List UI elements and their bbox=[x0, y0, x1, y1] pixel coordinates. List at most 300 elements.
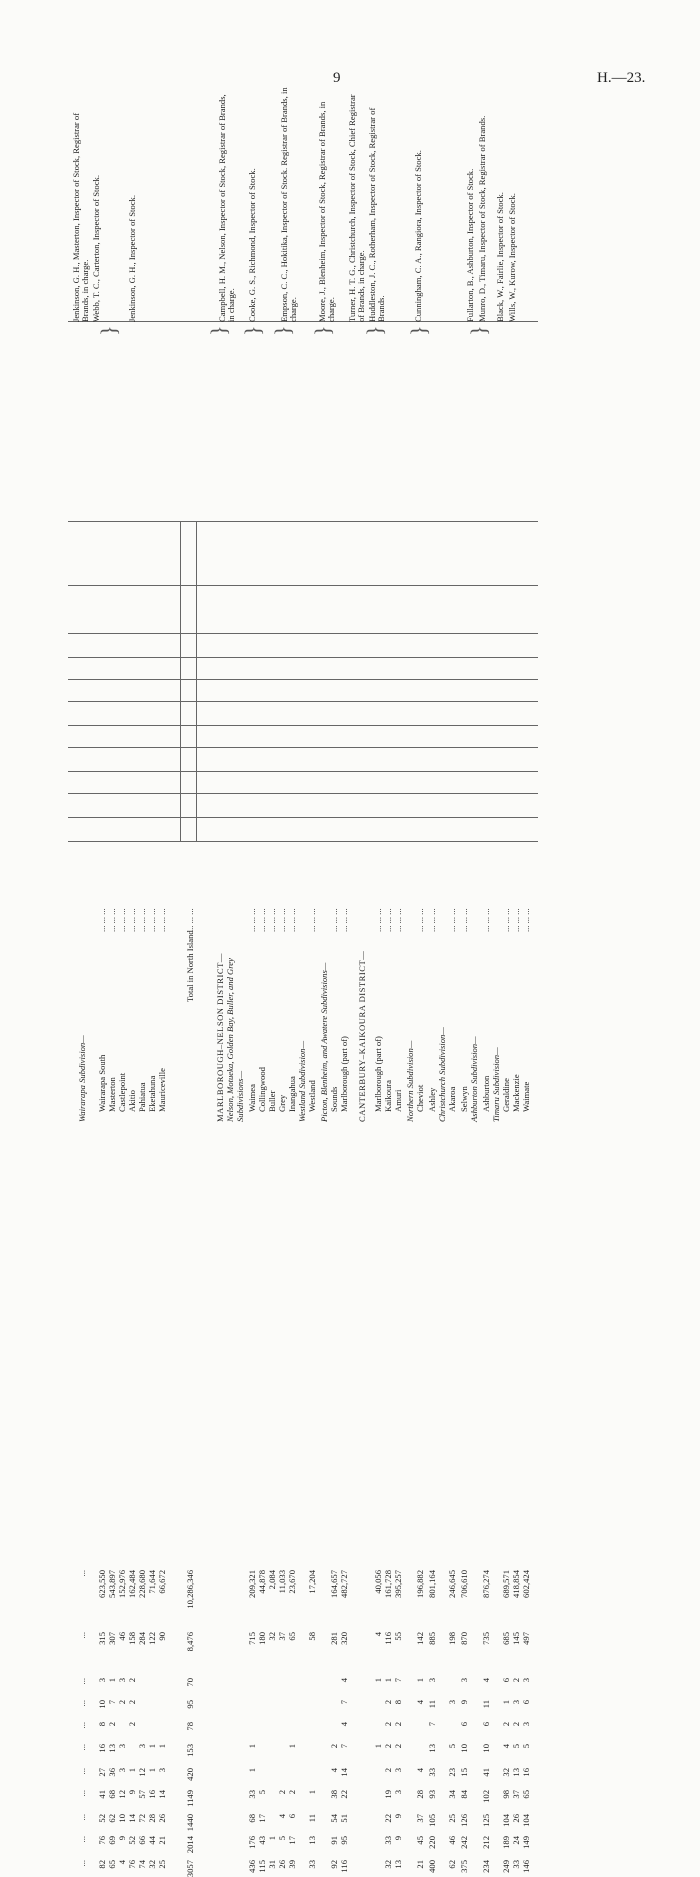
table-cell: 7 bbox=[339, 1700, 349, 1705]
table-cell: 90 bbox=[157, 1632, 167, 1641]
table-cell: 3057 bbox=[185, 1860, 195, 1877]
table-cell: 4 bbox=[117, 1860, 127, 1865]
table-cell: 62 bbox=[107, 1814, 117, 1823]
table-cell: 76 bbox=[97, 1836, 107, 1845]
table-cell: 39 bbox=[287, 1860, 297, 1869]
row-label: Pahiatua bbox=[137, 1082, 147, 1112]
table-cell: 78 bbox=[185, 1722, 195, 1731]
table-cell: 28 bbox=[415, 1790, 425, 1799]
table-cell: 189 bbox=[501, 1836, 511, 1849]
table-cell: 1 bbox=[127, 1768, 137, 1773]
table-cell: 3 bbox=[521, 1722, 531, 1727]
row-label: Cheviot bbox=[415, 1084, 425, 1112]
table-cell: 37 bbox=[277, 1632, 287, 1641]
leader-dots: ... ... ... bbox=[427, 908, 437, 932]
table-cell: 126 bbox=[459, 1814, 469, 1827]
table-cell: 3 bbox=[393, 1790, 403, 1795]
row-label: Marlborough (part of) bbox=[373, 1036, 383, 1112]
remark: Fullarton, B., Ashburton, Inspector of Stock. bbox=[465, 168, 475, 322]
remark: Campbell, H. M., Nelson, Inspector of Stock, Registrar of Brands, in charge. bbox=[217, 94, 236, 322]
table-cell: 400 bbox=[427, 1860, 437, 1873]
table-cell: 5 bbox=[277, 1836, 287, 1841]
table-cell: 22 bbox=[339, 1790, 349, 1799]
table-cell: 21 bbox=[415, 1860, 425, 1869]
page-reference: H.—23. bbox=[597, 70, 646, 86]
remark: Cooke, G. S., Richmond, Inspector of Stock. bbox=[247, 168, 257, 322]
column-rule bbox=[68, 679, 538, 680]
table-cell: 10 bbox=[97, 1700, 107, 1709]
table-cell: 21 bbox=[157, 1836, 167, 1845]
remark: Turner, H. T. G., Christchurch, Inspector of Stock, Chief Registrar of Brands, in charge. bbox=[347, 94, 366, 322]
table-cell: 69 bbox=[107, 1836, 117, 1845]
table-cell: 2 bbox=[501, 1722, 511, 1727]
table-cell: 418,854 bbox=[511, 1570, 521, 1598]
table-cell: 32 bbox=[501, 1768, 511, 1777]
table-cell: ... bbox=[77, 1768, 87, 1775]
table-cell: 51 bbox=[339, 1814, 349, 1823]
leader-dots: ... ... ... bbox=[415, 908, 425, 932]
table-cell: 16 bbox=[521, 1768, 531, 1777]
table-cell: 40,056 bbox=[373, 1570, 383, 1594]
table-cell: 395,257 bbox=[393, 1570, 403, 1598]
row-label: Masterton bbox=[107, 1077, 117, 1112]
table-cell: 5 bbox=[257, 1790, 267, 1795]
table-cell: 7 bbox=[393, 1678, 403, 1683]
table-cell: 146 bbox=[521, 1860, 531, 1873]
table-cell: 164,657 bbox=[329, 1570, 339, 1598]
table-cell: 13 bbox=[307, 1836, 317, 1845]
column-rule bbox=[68, 585, 538, 586]
table-cell: 145 bbox=[511, 1632, 521, 1645]
table-cell: 95 bbox=[185, 1700, 195, 1709]
table-cell: 52 bbox=[127, 1836, 137, 1845]
row-label: Amuri bbox=[393, 1089, 403, 1112]
row-label: Wairarapa South bbox=[97, 1054, 107, 1112]
leader-dots: ... ... ... bbox=[383, 908, 393, 932]
table-cell: 3 bbox=[137, 1744, 147, 1749]
table-cell: 436 bbox=[247, 1860, 257, 1873]
table-cell: 66,672 bbox=[157, 1570, 167, 1594]
table-cell: 24 bbox=[511, 1836, 521, 1845]
table-cell: 12 bbox=[117, 1790, 127, 1799]
table-cell: ... bbox=[77, 1836, 87, 1843]
row-label: Timaru Subdivision— bbox=[491, 1047, 501, 1122]
table-cell: 11 bbox=[481, 1700, 491, 1709]
table-cell: 1 bbox=[247, 1744, 257, 1749]
table-cell: 34 bbox=[447, 1790, 457, 1799]
table-cell: 17,204 bbox=[307, 1570, 317, 1594]
remark: Webb, T. C., Carterton, Inspector of Stock. bbox=[91, 175, 101, 322]
row-label: Westland bbox=[307, 1080, 317, 1112]
brace: } bbox=[240, 325, 265, 336]
table-cell: 13 bbox=[107, 1744, 117, 1753]
table-cell: 8,476 bbox=[185, 1632, 195, 1652]
table-cell: ... bbox=[77, 1814, 87, 1821]
table-cell: 10 bbox=[117, 1814, 127, 1823]
table-cell: 2 bbox=[383, 1768, 393, 1773]
column-rule bbox=[68, 657, 538, 658]
table-cell: 16 bbox=[97, 1744, 107, 1753]
column-rule bbox=[68, 841, 538, 842]
table-cell: 142 bbox=[415, 1632, 425, 1645]
table-cell: 689,571 bbox=[501, 1570, 511, 1598]
leader-dots: ... ... ... bbox=[185, 908, 195, 932]
table-cell: 307 bbox=[107, 1632, 117, 1645]
column-rule bbox=[68, 793, 538, 794]
table-cell: 3 bbox=[459, 1678, 469, 1683]
table-cell: 44 bbox=[147, 1836, 157, 1845]
leader-dots: ... ... ... bbox=[97, 908, 107, 932]
table-cell: 84 bbox=[459, 1790, 469, 1799]
table-cell: 5 bbox=[447, 1744, 457, 1749]
table-cell: 17 bbox=[257, 1814, 267, 1823]
table-cell: 32 bbox=[147, 1860, 157, 1869]
table-cell: 149 bbox=[521, 1836, 531, 1849]
table-cell: 4 bbox=[373, 1632, 383, 1637]
table-cell: 497 bbox=[521, 1632, 531, 1645]
column-rule bbox=[68, 725, 538, 726]
brace: } bbox=[362, 325, 387, 336]
table-cell: ... bbox=[77, 1700, 87, 1707]
table-cell: 162,484 bbox=[127, 1570, 137, 1598]
table-cell: 13 bbox=[393, 1860, 403, 1869]
table-cell: 7 bbox=[339, 1744, 349, 1749]
table-cell: 3 bbox=[117, 1678, 127, 1683]
brace: } bbox=[206, 325, 231, 336]
table-cell: ... bbox=[77, 1722, 87, 1729]
table-cell: 153 bbox=[185, 1744, 195, 1757]
rotated-table bbox=[68, 82, 628, 1877]
row-label: Buller bbox=[267, 1090, 277, 1112]
table-cell: 3 bbox=[97, 1678, 107, 1683]
table-cell: 26 bbox=[277, 1860, 287, 1869]
table-cell: 37 bbox=[511, 1790, 521, 1799]
table-cell: 62 bbox=[447, 1860, 457, 1869]
table-cell: 4 bbox=[481, 1678, 491, 1683]
table-cell: 17 bbox=[287, 1836, 297, 1845]
table-cell: 82 bbox=[97, 1860, 107, 1869]
table-cell: 15 bbox=[459, 1768, 469, 1777]
table-cell: 1 bbox=[247, 1768, 257, 1773]
table-cell: 2 bbox=[383, 1722, 393, 1727]
page-number: 9 bbox=[333, 70, 341, 86]
row-label: Total in North Island bbox=[185, 930, 195, 1002]
total-rule bbox=[196, 522, 197, 842]
table-cell: 320 bbox=[339, 1632, 349, 1645]
row-label: Northern Subdivision— bbox=[405, 1040, 415, 1122]
table-cell: 33 bbox=[427, 1768, 437, 1777]
table-cell: 3 bbox=[521, 1678, 531, 1683]
table-cell: 6 bbox=[459, 1722, 469, 1727]
table-cell: 4 bbox=[339, 1678, 349, 1683]
table-cell: 116 bbox=[339, 1860, 349, 1873]
table-cell: ... bbox=[77, 1632, 87, 1639]
table-cell: 3 bbox=[447, 1700, 457, 1705]
table-cell: 38 bbox=[329, 1790, 339, 1799]
leader-dots: ... ... ... bbox=[257, 908, 267, 932]
table-cell: 870 bbox=[459, 1632, 469, 1645]
table-cell: 104 bbox=[501, 1814, 511, 1827]
table-cell: 2 bbox=[383, 1744, 393, 1749]
table-cell: 4 bbox=[415, 1768, 425, 1773]
table-cell: 9 bbox=[393, 1814, 403, 1819]
table-cell: 19 bbox=[383, 1790, 393, 1799]
table-cell: 22 bbox=[383, 1814, 393, 1823]
table-cell: ... bbox=[77, 1678, 87, 1685]
table-cell: 26 bbox=[157, 1814, 167, 1823]
table-cell: 43 bbox=[257, 1836, 267, 1845]
table-cell: 706,610 bbox=[459, 1570, 469, 1598]
table-cell: 11,033 bbox=[277, 1570, 287, 1594]
total-rule bbox=[180, 522, 181, 842]
leader-dots: ... ... ... bbox=[511, 908, 521, 932]
table-cell: 10 bbox=[481, 1744, 491, 1753]
table-cell: 885 bbox=[427, 1632, 437, 1645]
table-cell: 4 bbox=[415, 1700, 425, 1705]
table-cell: 25 bbox=[447, 1814, 457, 1823]
table-cell: 3 bbox=[117, 1744, 127, 1749]
row-label: Waimate bbox=[521, 1081, 531, 1112]
row-label: Mauriceville bbox=[157, 1068, 167, 1112]
table-cell: ... bbox=[77, 1570, 87, 1577]
column-rule bbox=[68, 747, 538, 748]
table-cell: 14 bbox=[339, 1768, 349, 1777]
table-cell: 23,670 bbox=[287, 1570, 297, 1594]
table-cell: 4 bbox=[329, 1768, 339, 1773]
table-cell: 4 bbox=[339, 1722, 349, 1727]
table-cell: 375 bbox=[459, 1860, 469, 1873]
table-cell: 220 bbox=[427, 1836, 437, 1849]
table-cell: 158 bbox=[127, 1632, 137, 1645]
table-cell: 180 bbox=[257, 1632, 267, 1645]
table-cell: 198 bbox=[447, 1632, 457, 1645]
table-cell: 33 bbox=[383, 1836, 393, 1845]
table-cell: 8 bbox=[393, 1700, 403, 1705]
remark: Empson, C. C., Hokitika, Inspector of Stock. Registrar of Brands, in charge. bbox=[279, 87, 298, 322]
row-label: Ashley bbox=[427, 1087, 437, 1112]
row-label: Grey bbox=[277, 1094, 287, 1112]
leader-dots: ... ... ... bbox=[147, 908, 157, 932]
table-cell: 9 bbox=[117, 1836, 127, 1841]
table-cell: 102 bbox=[481, 1790, 491, 1803]
table-cell: 54 bbox=[329, 1814, 339, 1823]
brace: } bbox=[270, 325, 295, 336]
table-cell: 2 bbox=[127, 1678, 137, 1683]
table-cell: 2 bbox=[383, 1700, 393, 1705]
table-cell: 1 bbox=[383, 1678, 393, 1683]
remark: Munro, D., Timaru, Inspector of Stock, Registrar of Brands. bbox=[477, 115, 487, 322]
table-cell: 2 bbox=[127, 1700, 137, 1705]
leader-dots: ... ... ... bbox=[267, 908, 277, 932]
table-cell: 10 bbox=[459, 1744, 469, 1753]
table-cell: 66 bbox=[137, 1836, 147, 1845]
table-cell: ... bbox=[77, 1790, 87, 1797]
table-cell: 68 bbox=[107, 1790, 117, 1799]
table-cell: 482,727 bbox=[339, 1570, 349, 1598]
table-cell: 33 bbox=[307, 1860, 317, 1869]
table-cell: 249 bbox=[501, 1860, 511, 1873]
row-label: Picton, Blenheim, and Awatere Subdivisions— bbox=[319, 962, 329, 1122]
row-label: Westland Subdivision— bbox=[297, 1040, 307, 1122]
table-cell: 2 bbox=[127, 1722, 137, 1727]
table-cell: 76 bbox=[127, 1860, 137, 1869]
table-cell: 14 bbox=[127, 1814, 137, 1823]
table-cell: 1 bbox=[267, 1836, 277, 1841]
table-cell: 46 bbox=[447, 1836, 457, 1845]
table-cell: 27 bbox=[97, 1768, 107, 1777]
table-cell: 13 bbox=[427, 1744, 437, 1753]
table-cell: 735 bbox=[481, 1632, 491, 1645]
table-cell: 91 bbox=[329, 1836, 339, 1845]
table-cell: 6 bbox=[287, 1814, 297, 1819]
row-label: Akaroa bbox=[447, 1086, 457, 1112]
table-cell: ... bbox=[77, 1744, 87, 1751]
table-cell: 28 bbox=[147, 1814, 157, 1823]
row-label: Nelson, Motueka, Golden Bay, Buller, and Grey bbox=[225, 958, 235, 1122]
leader-dots: ... ... ... bbox=[501, 908, 511, 932]
table-cell: 14 bbox=[157, 1790, 167, 1799]
leader-dots: ... ... ... bbox=[307, 908, 317, 932]
table-cell: 58 bbox=[307, 1632, 317, 1641]
table-cell: 209,321 bbox=[247, 1570, 257, 1598]
leader-dots: ... ... ... bbox=[481, 908, 491, 932]
table-cell: 1 bbox=[157, 1744, 167, 1749]
table-cell: 176 bbox=[247, 1836, 257, 1849]
row-label: Inangahua bbox=[287, 1076, 297, 1112]
table-cell: 104 bbox=[521, 1814, 531, 1827]
table-cell: 212 bbox=[481, 1836, 491, 1849]
row-label: CANTERBURY–KAIKOURA DISTRICT— bbox=[357, 950, 367, 1122]
table-cell: 68 bbox=[247, 1814, 257, 1823]
leader-dots: ... ... ... bbox=[107, 908, 117, 932]
table-cell: 715 bbox=[247, 1632, 257, 1645]
table-cell: 1 bbox=[287, 1744, 297, 1749]
row-label: Wairarapa Subdivision— bbox=[77, 1035, 87, 1122]
brace: } bbox=[406, 325, 431, 336]
row-label: Waimea bbox=[247, 1084, 257, 1112]
table-cell: 685 bbox=[501, 1632, 511, 1645]
row-label: Ashburton bbox=[481, 1075, 491, 1112]
table-cell: 161,728 bbox=[383, 1570, 393, 1598]
table-cell: 44,878 bbox=[257, 1570, 267, 1594]
row-label: Marlborough (part of) bbox=[339, 1036, 349, 1112]
table-cell: 11 bbox=[307, 1814, 317, 1823]
table-cell: 1149 bbox=[185, 1790, 195, 1807]
table-cell: 7 bbox=[427, 1722, 437, 1727]
table-cell: 46 bbox=[117, 1632, 127, 1641]
row-label: Collingwood bbox=[257, 1067, 267, 1112]
table-cell: 6 bbox=[521, 1700, 531, 1705]
table-cell: 70 bbox=[185, 1678, 195, 1687]
table-cell: 1 bbox=[147, 1768, 157, 1773]
table-cell: 281 bbox=[329, 1632, 339, 1645]
table-cell: 2 bbox=[107, 1722, 117, 1727]
table-cell: 74 bbox=[137, 1860, 147, 1869]
remark: Jenkinson, G. H., Inspector of Stock. bbox=[127, 195, 137, 322]
table-cell: 26 bbox=[511, 1814, 521, 1823]
leader-dots: ... ... ... bbox=[247, 908, 257, 932]
table-cell: 3 bbox=[157, 1768, 167, 1773]
table-cell: 2 bbox=[393, 1744, 403, 1749]
table-cell: 1 bbox=[373, 1744, 383, 1749]
table-cell: 2 bbox=[393, 1722, 403, 1727]
table-cell: 2 bbox=[287, 1790, 297, 1795]
table-cell: 32 bbox=[383, 1860, 393, 1869]
row-label: Kaikoura bbox=[383, 1080, 393, 1112]
table-cell: 602,424 bbox=[521, 1570, 531, 1598]
brace: } bbox=[96, 325, 121, 336]
row-label: Akitio bbox=[127, 1090, 137, 1112]
table-cell: 801,164 bbox=[427, 1570, 437, 1598]
leader-dots: ... ... ... bbox=[127, 908, 137, 932]
table-cell: 65 bbox=[521, 1790, 531, 1799]
table-cell: 23 bbox=[447, 1768, 457, 1777]
table-cell: 5 bbox=[521, 1744, 531, 1749]
remark: Cunningham, C. A., Rangiora, Inspector of Stock. bbox=[413, 150, 423, 322]
table-cell: 228,680 bbox=[137, 1570, 147, 1598]
table-cell: 2,084 bbox=[267, 1570, 277, 1590]
table-cell: 37 bbox=[415, 1814, 425, 1823]
leader-dots: ... ... ... bbox=[373, 908, 383, 932]
leader-dots: ... ... ... bbox=[287, 908, 297, 932]
table-cell: 98 bbox=[501, 1790, 511, 1799]
row-label: Castlepoint bbox=[117, 1072, 127, 1112]
table-cell: 125 bbox=[481, 1814, 491, 1827]
leader-dots: ... ... ... bbox=[393, 908, 403, 932]
table-cell: 234 bbox=[481, 1860, 491, 1873]
column-rule bbox=[68, 521, 538, 522]
table-cell: 92 bbox=[329, 1860, 339, 1869]
remark: Black, W., Fairlie, Inspector of Stock. bbox=[495, 192, 505, 322]
leader-dots: ... ... ... bbox=[329, 908, 339, 932]
leader-dots: ... ... ... bbox=[157, 908, 167, 932]
brace: } bbox=[310, 325, 335, 336]
table-cell: 8 bbox=[97, 1722, 107, 1727]
table-cell: 2 bbox=[511, 1678, 521, 1683]
table-cell: 16 bbox=[147, 1790, 157, 1799]
table-cell: 4 bbox=[501, 1744, 511, 1749]
leader-dots: ... ... ... bbox=[137, 908, 147, 932]
table-cell: 2 bbox=[117, 1700, 127, 1705]
table-cell: 115 bbox=[257, 1860, 267, 1873]
remark: Wills, W., Kurow, Inspector of Stock. bbox=[507, 193, 517, 322]
row-label: Sounds bbox=[329, 1086, 339, 1112]
remark: Moore, J., Blenheim, Inspector of Stock, Registrar of Brands, in charge. bbox=[317, 101, 336, 322]
table-cell: 3 bbox=[511, 1700, 521, 1705]
table-cell: 41 bbox=[481, 1768, 491, 1777]
table-cell: 1 bbox=[147, 1744, 157, 1749]
table-cell: 315 bbox=[97, 1632, 107, 1645]
table-cell: 13 bbox=[511, 1768, 521, 1777]
leader-dots: ... ... ... bbox=[459, 908, 469, 932]
leader-dots: ... ... ... bbox=[339, 908, 349, 932]
table-cell: 33 bbox=[511, 1860, 521, 1869]
table-cell: 152,976 bbox=[117, 1570, 127, 1598]
table-cell: 71,644 bbox=[147, 1570, 157, 1594]
table-cell: 52 bbox=[97, 1814, 107, 1823]
table-cell: 41 bbox=[97, 1790, 107, 1799]
table-cell: 105 bbox=[427, 1814, 437, 1827]
row-label: Ashburton Subdivision— bbox=[469, 1036, 479, 1122]
table-cell: 9 bbox=[127, 1790, 137, 1795]
table-cell: 72 bbox=[137, 1814, 147, 1823]
table-cell: 36 bbox=[107, 1768, 117, 1777]
table-cell: 122 bbox=[147, 1632, 157, 1645]
table-cell: 33 bbox=[247, 1790, 257, 1799]
leader-dots: ... ... ... bbox=[521, 908, 531, 932]
table-cell: 246,645 bbox=[447, 1570, 457, 1598]
table-cell: 55 bbox=[393, 1632, 403, 1641]
